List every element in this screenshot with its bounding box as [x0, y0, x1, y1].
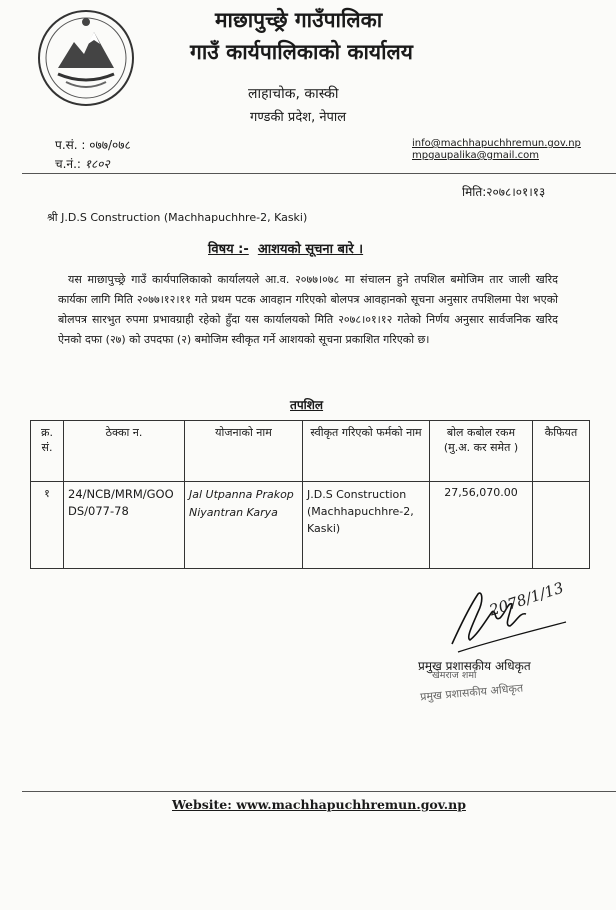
municipality-emblem-icon — [36, 8, 136, 108]
cell-amount: 27,56,070.00 — [430, 482, 533, 569]
letter-body: यस माछापुच्छ्रे गाउँ कार्यपालिकाको कार्यालयले आ.व. २०७७।०७८ मा संचालन हुने तपशिल बमोजिम तार जाली खरिद कार्यका लागि मिति २०७७।१२।११ गते प्रथम पटक आवहान गरिएको बोलपत्र आवहानको सूचना अनुसार तपशिलमा पेश भएको बोलपत्र सारभुत रुपमा प्रभावग्राही रहेको हुँदा यस कार्यालयको मिति २०७८।०१।१२ गतेको निर्णय अनुसार सार्वजनिक खरिद ऐनको दफा (२७) को उपदफा (२) बमोजिम स्वीकृत गर्ने आशयको सूचना प्रकाशित गरिएको छ। — [58, 273, 558, 346]
cell-project: Jal Utpanna Prakop Niyantran Karya — [185, 482, 303, 569]
addressee: श्री J.D.S Construction (Machhapuchhre-2, Kaski) — [47, 211, 308, 224]
contact-email-official[interactable]: info@machhapuchhremun.gov.np — [412, 138, 581, 149]
letter-number-label: प.सं. : — [55, 138, 86, 152]
contact-email-gmail[interactable]: mpgaupalika@gmail.com — [412, 150, 539, 161]
header-amount: बोल कबोल रकम (मु.अ. कर समेत ) — [430, 421, 533, 482]
subject-label: विषय :- — [208, 242, 249, 257]
header-contract: ठेक्का न. — [64, 421, 185, 482]
dispatch-number-label: च.नं.: — [55, 157, 81, 171]
header-divider — [22, 173, 616, 174]
cell-remarks — [533, 482, 590, 569]
header-sn: क्र. सं. — [31, 421, 64, 482]
bid-table — [30, 420, 590, 569]
stamp-name: खेमराज शर्मा — [432, 670, 477, 681]
letter-subject — [208, 239, 363, 257]
footer-divider — [22, 791, 616, 792]
cell-contract: 24/NCB/MRM/GOODS/077-78 — [64, 482, 185, 569]
cell-firm: J.D.S Construction (Machhapuchhre-2, Kaski) — [303, 482, 430, 569]
office-province: गण्डकी प्रदेश, नेपाल — [250, 110, 347, 125]
footer-website-link[interactable]: Website: www.machhapuchhremun.gov.np — [172, 797, 466, 812]
table-title: तपशिल — [290, 398, 324, 412]
letter-date: मिति:२०७८।०१।१३ — [462, 185, 546, 199]
letter-number-value: ०७७/०७८ — [89, 138, 131, 152]
stamp-title: प्रमुख प्रशासकीय अधिकृत — [419, 681, 524, 704]
subject-text: आशयको सूचना बारे । — [257, 242, 364, 257]
cell-sn: १ — [31, 482, 64, 569]
table-header-row — [31, 421, 590, 482]
municipality-name: माछापुच्छ्रे गाउँपालिका — [215, 8, 383, 32]
letter-number — [55, 136, 131, 153]
signature-date-scrawl: 2078/1/13 — [487, 578, 566, 620]
header-project: योजनाको नाम — [185, 421, 303, 482]
header-firm: स्वीकृत गरिएको फर्मको नाम — [303, 421, 430, 482]
table-row — [31, 482, 590, 569]
signatory-title: प्रमुख प्रशासकीय अधिकृत — [418, 659, 531, 673]
office-location: लाहाचोक, कास्की — [248, 86, 339, 102]
dispatch-number-value: १८०२ — [84, 157, 110, 171]
header-remarks: कैफियत — [533, 421, 590, 482]
office-name: गाउँ कार्यपालिकाको कार्यालय — [190, 40, 413, 64]
dispatch-number — [55, 155, 110, 172]
